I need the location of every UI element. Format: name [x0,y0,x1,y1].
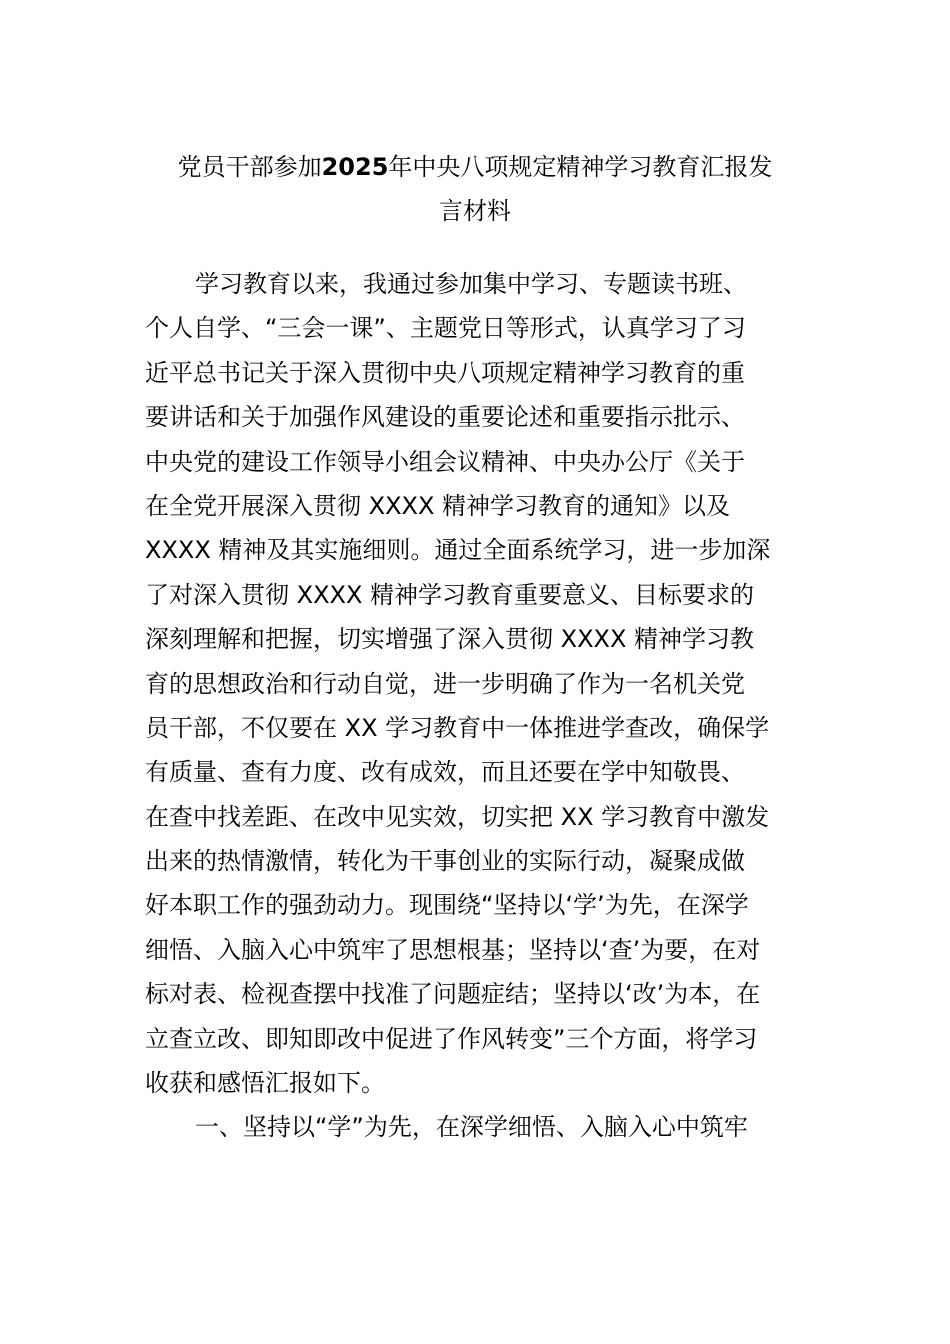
paragraph-line: 出来的热情激情，转化为干事创业的实际行动，凝聚成做 [145,847,745,876]
paragraph-line: 近平总书记关于深入贯彻中央八项规定精神学习教育的重 [145,358,745,387]
paragraph-line: XXXX 精神及其实施细则。通过全面系统学习，进一步加深 [145,536,771,565]
title-line-2: 言材料 [439,197,511,225]
title-year: 2025 [321,153,389,181]
paragraph-line: 好本职工作的强劲动力。现围绕“坚持以‘学’为先，在深学 [145,891,749,920]
paragraph-line: 中央党的建设工作领导小组会议精神、中央办公厅《关于 [145,447,745,476]
paragraph-line: 标对表、检视查摆中找准了问题症结；坚持以‘改’为本，在 [145,980,761,1009]
paragraph-line: 深刻理解和把握，切实增强了深入贯彻 XXXX 精神学习教 [145,625,755,654]
paragraph-line: 细悟、入脑入心中筑牢了思想根基；坚持以‘查’为要，在对 [145,935,761,964]
paragraph-line: 有质量、查有力度、改有成效，而且还要在学中知敬畏、 [145,758,745,787]
title-line-1 [145,145,805,189]
title-part-1: 党员干部参加 [177,153,322,181]
paragraph-line: 要讲话和关于加强作风建设的重要论述和重要指示批示、 [145,403,745,432]
paragraph-line: 了对深入贯彻 XXXX 精神学习教育重要意义、目标要求的 [145,580,755,609]
title-part-2: 年中央八项规定精神学习教育汇报发 [388,153,773,181]
paragraph-line: 在全党开展深入贯彻 XXXX 精神学习教育的通知》以及 [145,491,731,520]
paragraph-line: 育的思想政治和行动自觉，进一步明确了作为一名机关党 [145,669,745,698]
document-body [145,262,810,1150]
paragraph-line: 收获和感悟汇报如下。 [145,1069,385,1098]
section-heading: 一、坚持以“学”为先，在深学细悟、入脑入心中筑牢 [195,1113,748,1142]
paragraph-line: 立查立改、即知即改中促进了作风转变”三个方面，将学习 [145,1024,758,1053]
paragraph-line: 学习教育以来，我通过参加集中学习、专题读书班、 [195,270,747,298]
paragraph-line: 个人自学、“三会一课”、主题党日等形式，认真学习了习 [145,314,746,343]
document-title [145,145,805,233]
paragraph-line: 在查中找差距、在改中见实效，切实把 XX 学习教育中激发 [145,802,770,831]
paragraph-line: 员干部，不仅要在 XX 学习教育中一体推进学查改，确保学 [145,713,770,742]
